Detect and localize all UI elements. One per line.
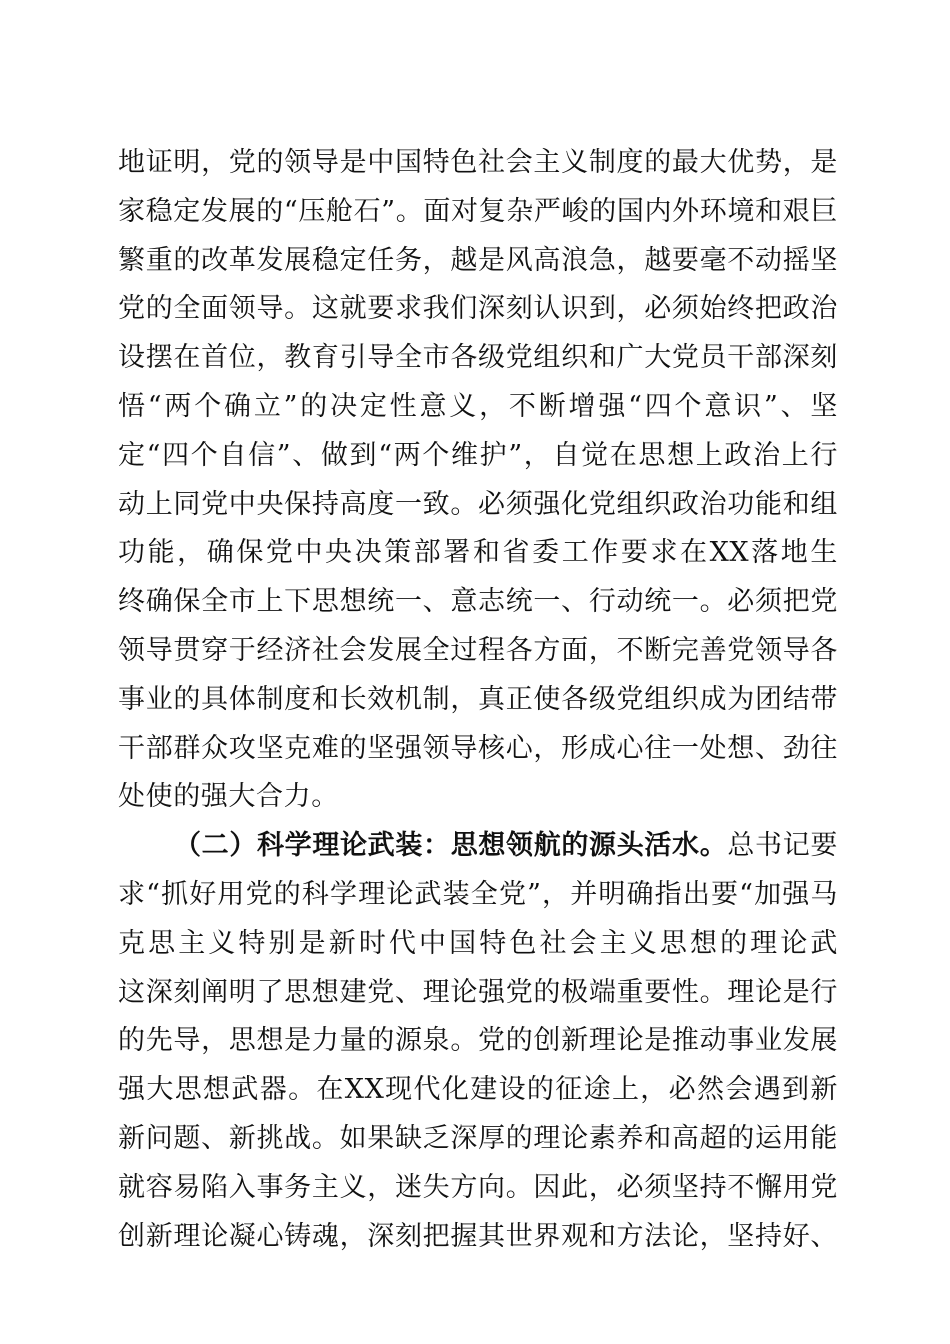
text-line: 家稳定发展的“压舱石”。面对复杂严峻的国内外环境和艰巨 [118, 195, 838, 227]
paragraph-party-leadership [118, 139, 838, 822]
text-line: 繁重的改革发展稳定任务，越是风高浪急，越要毫不动摇坚 [118, 244, 838, 276]
text-line: 强大思想武器。在XX现代化建设的征途上，必然会遇到新 [118, 1074, 838, 1106]
text-line: 定“四个自信”、做到“两个维护”，自觉在思想上政治上行 [118, 439, 838, 471]
paragraph-theory-arming [118, 822, 838, 1261]
text-line: 创新理论凝心铸魂，深刻把握其世界观和方法论，坚持好、 [118, 1220, 838, 1252]
body-text [118, 139, 838, 1261]
text-line: 处使的强大合力。 [118, 781, 339, 813]
text-line: 新问题、新挑战。如果缺乏深厚的理论素养和高超的运用能 [118, 1122, 838, 1154]
text-line: 终确保全市上下思想统一、意志统一、行动统一。必须把党 [118, 586, 838, 618]
text-line: 功能，确保党中央决策部署和省委工作要求在XX落地生 [118, 537, 838, 569]
text-line: 的先导，思想是力量的源泉。党的创新理论是推动事业发展 [118, 1025, 838, 1057]
text-line: 求“抓好用党的科学理论武装全党”，并明确指出要“加强马 [118, 878, 838, 910]
text-line: 地证明，党的领导是中国特色社会主义制度的最大优势，是 [118, 147, 838, 178]
heading-line-text: 总书记要 [727, 830, 838, 862]
text-line: 动上同党中央保持高度一致。必须强化党组织政治功能和组 [118, 488, 838, 520]
text-line: 事业的具体制度和长效机制，真正使各级党组织成为团结带 [118, 683, 838, 715]
section-heading: （二）科学理论武装：思想领航的源头活水。 [174, 830, 728, 862]
section-heading-line [118, 822, 838, 871]
text-line: 设摆在首位，教育引导全市各级党组织和广大党员干部深刻 [118, 342, 838, 374]
text-line: 这深刻阐明了思想建党、理论强党的极端重要性。理论是行 [118, 976, 838, 1008]
text-line: 领导贯穿于经济社会发展全过程各方面，不断完善党领导各 [118, 634, 838, 666]
text-line: 就容易陷入事务主义，迷失方向。因此，必须坚持不懈用党 [118, 1171, 838, 1203]
text-line: 克思主义特别是新时代中国特色社会主义思想的理论武 [118, 927, 838, 959]
text-line: 干部群众攻坚克难的坚强领导核心，形成心往一处想、劲往 [118, 732, 838, 764]
text-line: 党的全面领导。这就要求我们深刻认识到，必须始终把政治 [118, 293, 838, 325]
text-line: 悟“两个确立”的决定性意义，不断增强“四个意识”、坚 [118, 390, 838, 422]
